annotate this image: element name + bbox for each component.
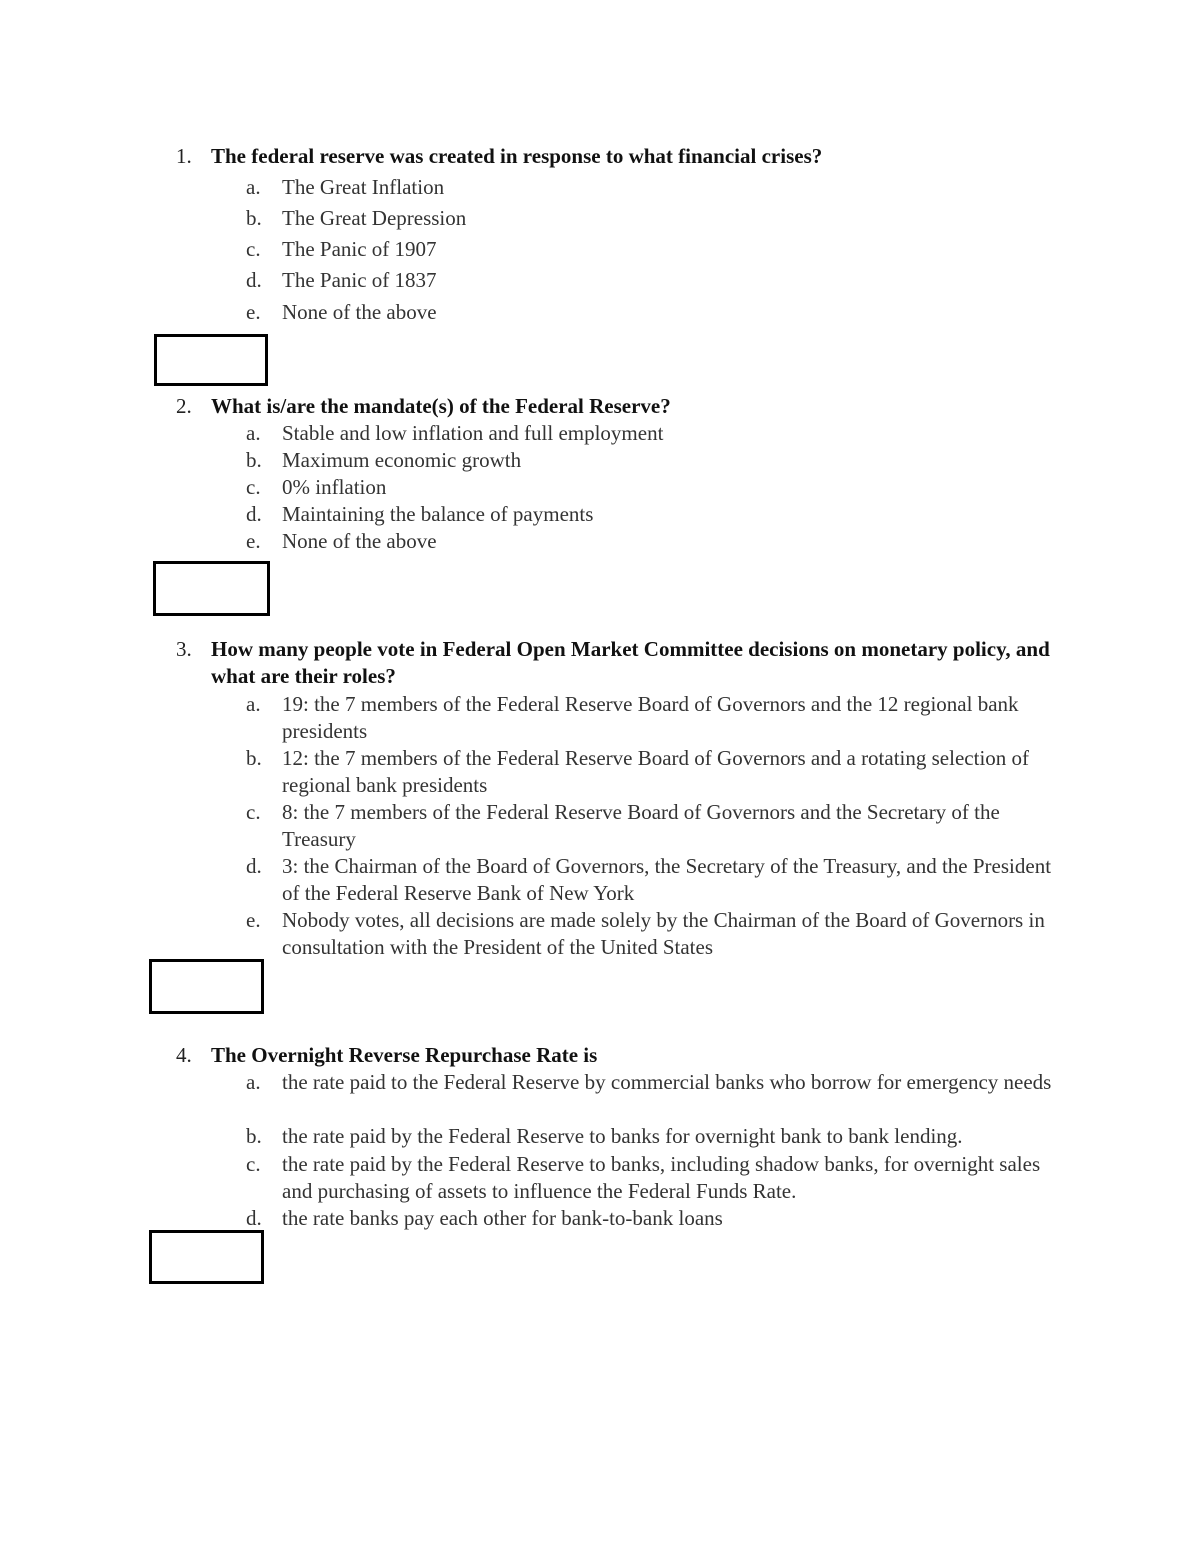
- option-text: 19: the 7 members of the Federal Reserve Board of Governors and the 12 regional bank presidents: [282, 692, 1019, 743]
- option-text: Nobody votes, all decisions are made solely by the Chairman of the Board of Governors in consultation with the President of the United States: [282, 908, 1045, 959]
- option-text: the rate paid by the Federal Reserve to banks for overnight bank to bank lending.: [282, 1124, 963, 1148]
- option-text: 3: the Chairman of the Board of Governors, the Secretary of the Treasury, and the President of the Federal Reserve Bank of New York: [282, 854, 1052, 905]
- question-number: 2.: [176, 394, 192, 418]
- question-text: The Overnight Reverse Repurchase Rate is: [211, 1043, 598, 1067]
- option-letter: b.: [246, 206, 262, 230]
- option-letter: c.: [246, 475, 261, 499]
- option-letter: a.: [246, 692, 261, 716]
- option-text: the rate paid by the Federal Reserve to banks, including shadow banks, for overnight sales and purchasing of assets to influence the Federal Funds Rate.: [282, 1152, 1041, 1203]
- option-letter: b.: [246, 1124, 262, 1148]
- question-number: 4.: [176, 1043, 192, 1067]
- option-text: Maximum economic growth: [282, 448, 522, 472]
- option-text: 8: the 7 members of the Federal Reserve Board of Governors and the Secretary of the Treasury: [282, 800, 1000, 851]
- option-text: Stable and low inflation and full employment: [282, 421, 664, 445]
- option-text: The Panic of 1837: [282, 268, 437, 292]
- option-text: 12: the 7 members of the Federal Reserve Board of Governors and a rotating selection of regional bank presidents: [282, 746, 1030, 797]
- answer-box-4[interactable]: [149, 1230, 264, 1284]
- option-text: Maintaining the balance of payments: [282, 502, 594, 526]
- question-number: 1.: [176, 144, 192, 168]
- answer-box-2[interactable]: [153, 561, 270, 616]
- option-letter: e.: [246, 529, 261, 553]
- option-letter: d.: [246, 502, 262, 526]
- option-letter: d.: [246, 854, 262, 878]
- option-letter: a.: [246, 1070, 261, 1094]
- question-text: What is/are the mandate(s) of the Federal Reserve?: [211, 394, 671, 418]
- option-letter: b.: [246, 448, 262, 472]
- option-text: None of the above: [282, 300, 437, 324]
- option-letter: c.: [246, 1152, 261, 1176]
- option-letter: b.: [246, 746, 262, 770]
- option-letter: a.: [246, 421, 261, 445]
- question-text: How many people vote in Federal Open Market Committee decisions on monetary policy, and what are their roles?: [211, 637, 1050, 688]
- answer-box-1[interactable]: [154, 334, 268, 386]
- option-letter: e.: [246, 908, 261, 932]
- option-text: The Great Inflation: [282, 175, 445, 199]
- option-text: the rate paid to the Federal Reserve by commercial banks who borrow for emergency needs: [282, 1070, 1052, 1094]
- option-text: The Panic of 1907: [282, 237, 437, 261]
- option-letter: e.: [246, 300, 261, 324]
- option-letter: c.: [246, 237, 261, 261]
- option-letter: a.: [246, 175, 261, 199]
- option-letter: d.: [246, 1206, 262, 1230]
- question-text: The federal reserve was created in response to what financial crises?: [211, 144, 823, 168]
- option-letter: d.: [246, 268, 262, 292]
- option-letter: c.: [246, 800, 261, 824]
- question-number: 3.: [176, 637, 192, 661]
- option-text: None of the above: [282, 529, 437, 553]
- option-text: The Great Depression: [282, 206, 467, 230]
- option-text: 0% inflation: [282, 475, 387, 499]
- answer-box-3[interactable]: [149, 959, 264, 1014]
- option-text: the rate banks pay each other for bank-to-bank loans: [282, 1206, 723, 1230]
